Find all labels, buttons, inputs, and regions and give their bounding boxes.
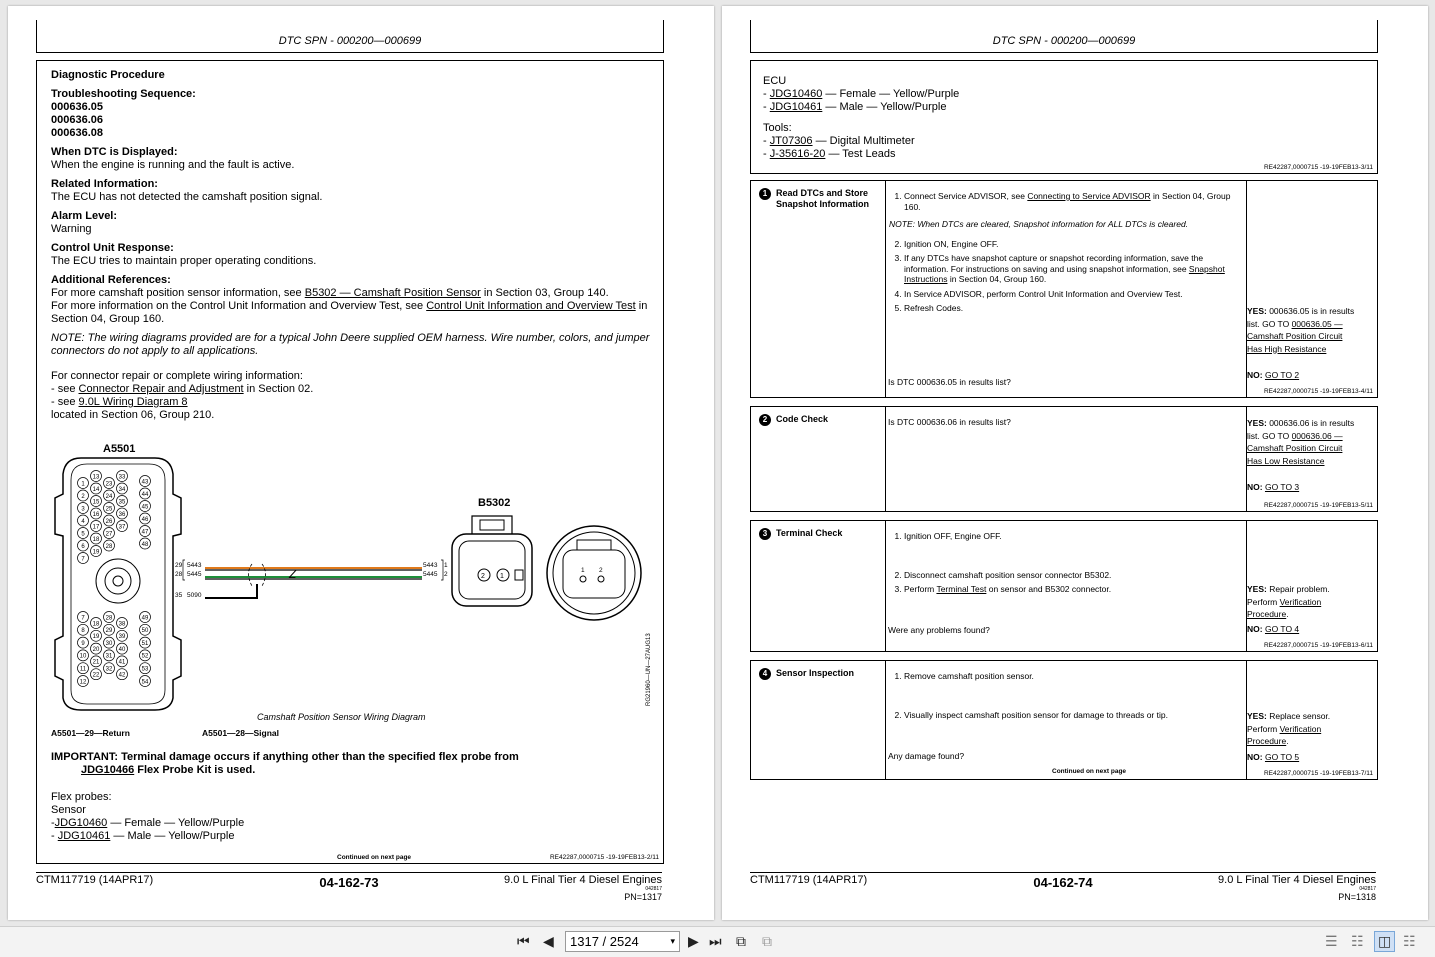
step-yes: YES: 000636.06 is in results list. GO TO 000636.06 — Camshaft Position Circuit Has Low Resistance: [1247, 418, 1355, 466]
link-b5302[interactable]: B5302 — Camshaft Position Sensor: [304, 287, 481, 299]
connector-ref-1: - see Connector Repair and Adjustment in Section 02.: [51, 383, 314, 395]
step-note: NOTE: When DTCs are cleared, Snapshot information for ALL DTCs is cleared.: [889, 219, 1189, 229]
continuous-page-icon[interactable]: ☷: [1351, 933, 1364, 949]
wire-number: 5443: [423, 562, 438, 569]
right-page: [722, 6, 1428, 920]
link-jdg10460[interactable]: JDG10460: [769, 88, 823, 100]
ts-item: 000636.08: [51, 127, 103, 139]
connector-pin-label: 19: [92, 634, 100, 641]
reference-code: RE42287,0000715 -19-19FEB13-7/11: [1263, 770, 1373, 777]
connector-pin-label: 4: [81, 518, 85, 525]
cu-text: The ECU tries to maintain proper operating conditions.: [51, 255, 317, 267]
connector-pin-label: 39: [118, 634, 126, 641]
wiring-diagram: [47, 436, 657, 746]
connector-pin-label: 8: [81, 628, 85, 635]
step-title: 4 Sensor Inspection: [759, 668, 879, 680]
connector-pin-label: 29: [105, 628, 113, 635]
connector-text: For connector repair or complete wiring information:: [51, 370, 303, 382]
connector-pin-label: 5: [81, 531, 85, 538]
connector-pin-label: 42: [118, 672, 126, 679]
connector-pin-label: 7: [81, 615, 85, 622]
connector-pin-label: 9: [81, 640, 85, 647]
flex-item: - JDG10461 — Male — Yellow/Purple: [51, 830, 235, 842]
procedure-text: [51, 69, 651, 422]
step-4: 4 Sensor Inspection 1. Remove camshaft position sensor. 2. Visually inspect camshaft position sensor for damage to threads or tip. Any damage found? Continued on next page YES: Replace sensor. Perform Verification Procedure. NO: GO TO 5 RE42287,0000715 -19-19FEB13-7/11: [750, 660, 1378, 780]
connector-pin-label: 17: [92, 524, 100, 531]
connector-pin-label: 38: [118, 621, 126, 628]
connector-pin-label: 3: [81, 506, 85, 513]
chevron-down-icon[interactable]: ▾: [670, 936, 675, 946]
page-number: 04-162-73: [319, 875, 379, 890]
connector-pin-label: 45: [141, 504, 149, 511]
connector-ref-2: - see 9.0L Wiring Diagram 8: [51, 396, 188, 408]
connector-pin-label: 54: [141, 679, 149, 686]
connector-pin-label: 43: [141, 479, 149, 486]
connector-pin-label: 19: [92, 549, 100, 556]
side-code: RG21960—UN—27AUG13: [646, 633, 652, 706]
legend-item: A5501—29—Return: [51, 728, 130, 738]
tools-box: [750, 60, 1378, 174]
sensor-pin: 1: [581, 567, 585, 574]
link-verification[interactable]: Verification Procedure: [1247, 596, 1322, 619]
link-control-unit-test[interactable]: Control Unit Information and Overview Test: [426, 300, 636, 312]
wire-pin: 1: [444, 562, 448, 569]
prev-page-icon[interactable]: ◀: [543, 933, 554, 949]
next-page-icon[interactable]: ▶: [688, 933, 699, 949]
procedure-box: [36, 60, 664, 864]
connector-pin-label: 28: [105, 543, 113, 550]
step-no: NO: GO TO 5: [1247, 752, 1300, 762]
connector-pin-label: 11: [79, 666, 87, 673]
step-yes: YES: 000636.05 is in results list. GO TO 000636.05 — Camshaft Position Circuit Has High Resistance: [1247, 306, 1355, 354]
step-instructions: 1. Connect Service ADVISOR, see Connecting to Service ADVISOR in Section 04, Group 160. NOTE: When DTCs are cleared, Snapshot information for ALL DTCs is cleared. 2. Ignition ON, Engine OFF. 3. If any DTCs have snapshot capture or snapshot recording information, save the information. For instructions on saving and using snapshot information, see Snapshot Instructions in Section 04, Group 160. 4. In Service ADVISOR, perform Control Unit Information and Overview Test. 5. Refresh Codes. Is DTC 000636.05 in results list?: [885, 181, 1247, 397]
connector-pin-label: 10: [79, 653, 87, 660]
reference-code: RE42287,0000715 -19-19FEB13-2/11: [549, 854, 659, 861]
viewer-toolbar: [0, 926, 1435, 957]
flex-item: -JDG10460 — Female — Yellow/Purple: [51, 817, 245, 829]
step-2: [750, 406, 1378, 512]
step-title: 3 Terminal Check: [759, 528, 879, 540]
additional-ref-2: For more information on the Control Unit Information and Overview Test, see Control Unit Information and Overview Test in Section 04, Group 160.: [51, 300, 648, 325]
page-number: 04-162-74: [1033, 875, 1093, 890]
reference-code: RE42287,0000715 -19-19FEB13-4/11: [1263, 388, 1373, 395]
wire-pin: 35: [175, 592, 183, 599]
connector-pin-label: 1: [81, 481, 85, 488]
connector-pin-label: 33: [118, 474, 126, 481]
link-wiring-diagram[interactable]: 9.0L Wiring Diagram 8: [78, 396, 188, 408]
link-636-05[interactable]: 000636.05 — Camshaft Position Circuit Has High Resistance: [1247, 318, 1343, 354]
connector-pin-label: 40: [118, 646, 126, 653]
step-yes: YES: Replace sensor. Perform Verification Procedure.: [1247, 711, 1331, 746]
first-page-icon[interactable]: ⏮: [517, 933, 530, 949]
wire-number: 5090: [187, 592, 202, 599]
link-verification[interactable]: Verification Procedure: [1247, 723, 1322, 746]
link-j35616[interactable]: J-35616-20: [769, 148, 826, 160]
copy-view-icon[interactable]: ⧉: [736, 933, 746, 949]
connector-pin-label: 6: [81, 543, 85, 550]
page-footer: CTM117719 (14APR17) 04-162-74 9.0 L Final Tier 4 Diesel Engines 042817 PN=1318: [750, 874, 1376, 902]
last-page-icon[interactable]: ⏭: [709, 933, 722, 949]
page-number-input[interactable]: 1317 / 2524 ▾: [565, 931, 680, 952]
a5501-label: A5501: [103, 443, 136, 455]
connector-pin-label: 15: [92, 499, 100, 506]
ecu-item: - JDG10461 — Male — Yellow/Purple: [763, 101, 947, 113]
connector-pin-label: 21: [92, 659, 100, 666]
flex-label: Flex probes:: [51, 791, 112, 803]
b5302-pin: 2: [481, 573, 485, 580]
additional-ref-1: For more camshaft position sensor information, see B5302 — Camshaft Position Sensor in Section 03, Group 140.: [51, 287, 609, 299]
connector-pin-label: 50: [141, 628, 149, 635]
when-text: When the engine is running and the fault is active.: [51, 159, 295, 171]
connector-pin-label: 49: [141, 615, 149, 622]
important-block: [51, 751, 651, 843]
ts-item: 000636.06: [51, 114, 103, 126]
wire-number: 5445: [423, 571, 438, 578]
connector-pin-label: 41: [118, 659, 126, 666]
step-1: [750, 180, 1378, 398]
connector-ref-3: located in Section 06, Group 210.: [51, 409, 215, 421]
connector-pin-label: 24: [105, 493, 113, 500]
ecu-label: ECU: [763, 75, 787, 87]
step-number-icon: 2: [759, 414, 771, 426]
related-label: Related Information:: [51, 178, 158, 190]
connector-pin-label: 46: [141, 516, 149, 523]
connector-pin-label: 53: [141, 666, 149, 673]
step-number-icon: 3: [759, 528, 771, 540]
connector-pin-label: 34: [118, 486, 126, 493]
connector-pin-label: 27: [105, 531, 113, 538]
alarm-text: Warning: [51, 223, 92, 235]
connector-pin-label: 18: [92, 621, 100, 628]
connector-pin-label: 18: [92, 536, 100, 543]
link-connecting-sa[interactable]: Connecting to Service ADVISOR: [1027, 191, 1151, 201]
procedure-title: Diagnostic Procedure: [51, 69, 165, 81]
wire-5090: [205, 584, 257, 598]
link-jt07306[interactable]: JT07306: [769, 135, 813, 147]
connector-pin-label: 7: [81, 556, 85, 563]
link-jdg10460[interactable]: JDG10460: [54, 817, 108, 829]
connector-center-bolt: [96, 559, 140, 603]
related-text: The ECU has not detected the camshaft position signal.: [51, 191, 323, 203]
wiring-note: NOTE: The wiring diagrams provided are for a typical John Deere supplied OEM harness. Wire number, colors, and jumper connectors do not apply to all applications.: [51, 332, 650, 357]
step-no: NO: GO TO 2: [1247, 370, 1300, 380]
goto-5-link[interactable]: GO TO 5: [1264, 752, 1300, 762]
link-terminal-test[interactable]: Terminal Test: [936, 584, 987, 594]
connector-pin-label: 23: [105, 481, 113, 488]
legend-item: A5501—28—Signal: [202, 728, 280, 738]
step-question: Is DTC 000636.05 in results list?: [888, 377, 1011, 387]
goto-2-link[interactable]: GO TO 2: [1264, 370, 1300, 380]
two-page-icon[interactable]: ◫: [1374, 931, 1395, 952]
page-footer: CTM117719 (14APR17) 04-162-73 9.0 L Final Tier 4 Diesel Engines 042817 PN=1317: [36, 874, 662, 902]
diagram-caption: Camshaft Position Sensor Wiring Diagram: [257, 712, 426, 722]
connector-pin-label: 35: [118, 499, 126, 506]
ts-label: Troubleshooting Sequence:: [51, 88, 196, 100]
important-text: IMPORTANT: Terminal damage occurs if anything other than the specified flex probe from JDG10466 Flex Probe Kit is used.: [51, 751, 519, 776]
connector-pin-label: 16: [92, 511, 100, 518]
link-jdg10461[interactable]: JDG10461: [769, 101, 823, 113]
connector-pin-label: 36: [118, 511, 126, 518]
step-title: 2 Code Check: [759, 414, 879, 426]
page-header: DTC SPN - 000200—000699: [36, 20, 664, 53]
pn-label: PN=1318: [1338, 892, 1376, 902]
single-page-icon[interactable]: ☰: [1325, 933, 1338, 949]
step-3: 3 Terminal Check 1. Ignition OFF, Engine OFF. 2. Disconnect camshaft position sensor connector B5302. 3. Perform Terminal Test on sensor and B5302 connector. Were any problems found? YES: Repair problem. Perform Verification Procedure. NO: GO TO 4 RE42287,0000715 -19-19FEB13-6/11: [750, 520, 1378, 652]
b5302-pin: 1: [500, 573, 504, 580]
step-no: NO: GO TO 4: [1247, 624, 1300, 634]
connector-pin-label: 14: [92, 486, 100, 493]
step-question: Any damage found?: [888, 751, 965, 761]
wire-number: 5443: [187, 562, 202, 569]
b5302-label: B5302: [478, 497, 511, 509]
paste-view-icon[interactable]: ⧉: [762, 933, 772, 949]
connector-pin-label: 2: [81, 493, 85, 500]
continued-note: Continued on next page: [337, 854, 412, 861]
ts-item: 000636.05: [51, 101, 103, 113]
step-question: Were any problems found?: [888, 625, 990, 635]
connector-pin-label: 25: [105, 506, 113, 513]
connector-pin-label: 48: [141, 541, 149, 548]
reference-code: RE42287,0000715 -19-19FEB13-5/11: [1263, 502, 1373, 509]
tool-item: - J-35616-20 — Test Leads: [763, 148, 896, 160]
pn-label: PN=1317: [624, 892, 662, 902]
connector-pin-label: 26: [105, 518, 113, 525]
connector-pin-label: 28: [105, 615, 113, 622]
link-jdg10461[interactable]: JDG10461: [57, 830, 111, 842]
connector-pin-label: 30: [105, 640, 113, 647]
wire-pin: 2: [444, 571, 448, 578]
sensor-pin: 2: [599, 567, 603, 574]
connector-pin-label: 47: [141, 529, 149, 536]
goto-3-link[interactable]: GO TO 3: [1264, 482, 1300, 492]
reference-code: RE42287,0000715 -19-19FEB13-3/11: [1263, 164, 1373, 171]
step-title: 1 Read DTCs and Store Snapshot Information: [759, 188, 879, 210]
connector-pin-label: 22: [92, 672, 100, 679]
reference-code: RE42287,0000715 -19-19FEB13-6/11: [1263, 642, 1373, 649]
connector-pin-label: 44: [141, 491, 149, 498]
step-no: NO: GO TO 3: [1247, 482, 1300, 492]
wire-pin: 28: [175, 571, 183, 578]
link-636-06[interactable]: 000636.06 — Camshaft Position Circuit Has Low Resistance: [1247, 430, 1343, 466]
continued-note: Continued on next page: [1052, 768, 1127, 775]
two-page-continuous-icon[interactable]: ☷: [1403, 933, 1416, 949]
page-header: DTC SPN - 000200—000699: [750, 20, 1378, 53]
connector-pin-label: 12: [79, 679, 87, 686]
alarm-label: Alarm Level:: [51, 210, 118, 222]
a5501-pins-top: [78, 471, 151, 564]
svg-text:Z: Z: [289, 567, 297, 581]
a5501-pins-bottom: [78, 612, 151, 687]
link-connector-repair[interactable]: Connector Repair and Adjustment: [78, 383, 244, 395]
connector-pin-label: 32: [105, 666, 113, 673]
sensor-label: Sensor: [51, 804, 86, 816]
link-snapshot[interactable]: Snapshot Instructions: [904, 263, 1225, 284]
left-page: [8, 6, 714, 920]
link-jdg10466[interactable]: JDG10466: [81, 764, 135, 776]
wire-pin: 29: [175, 562, 183, 569]
connector-pin-label: 37: [118, 524, 126, 531]
connector-pin-label: 31: [105, 653, 113, 660]
tools-label: Tools:: [763, 122, 792, 134]
connector-pin-label: 52: [141, 653, 149, 660]
goto-4-link[interactable]: GO TO 4: [1264, 624, 1300, 634]
ecu-item: - JDG10460 — Female — Yellow/Purple: [763, 88, 960, 100]
when-label: When DTC is Displayed:: [51, 146, 178, 158]
connector-pin-label: 51: [141, 640, 149, 647]
wire-number: 5445: [187, 571, 202, 578]
step-number-icon: 1: [759, 188, 771, 200]
cu-label: Control Unit Response:: [51, 242, 174, 254]
connector-pin-label: 13: [92, 474, 100, 481]
connector-pin-label: 20: [92, 646, 100, 653]
step-yes: YES: Repair problem. Perform Verification Procedure.: [1247, 584, 1330, 619]
tool-item: - JT07306 — Digital Multimeter: [763, 135, 915, 147]
step-question: Is DTC 000636.06 in results list?: [888, 417, 1011, 427]
additional-label: Additional References:: [51, 274, 171, 286]
step-number-icon: 4: [759, 668, 771, 680]
